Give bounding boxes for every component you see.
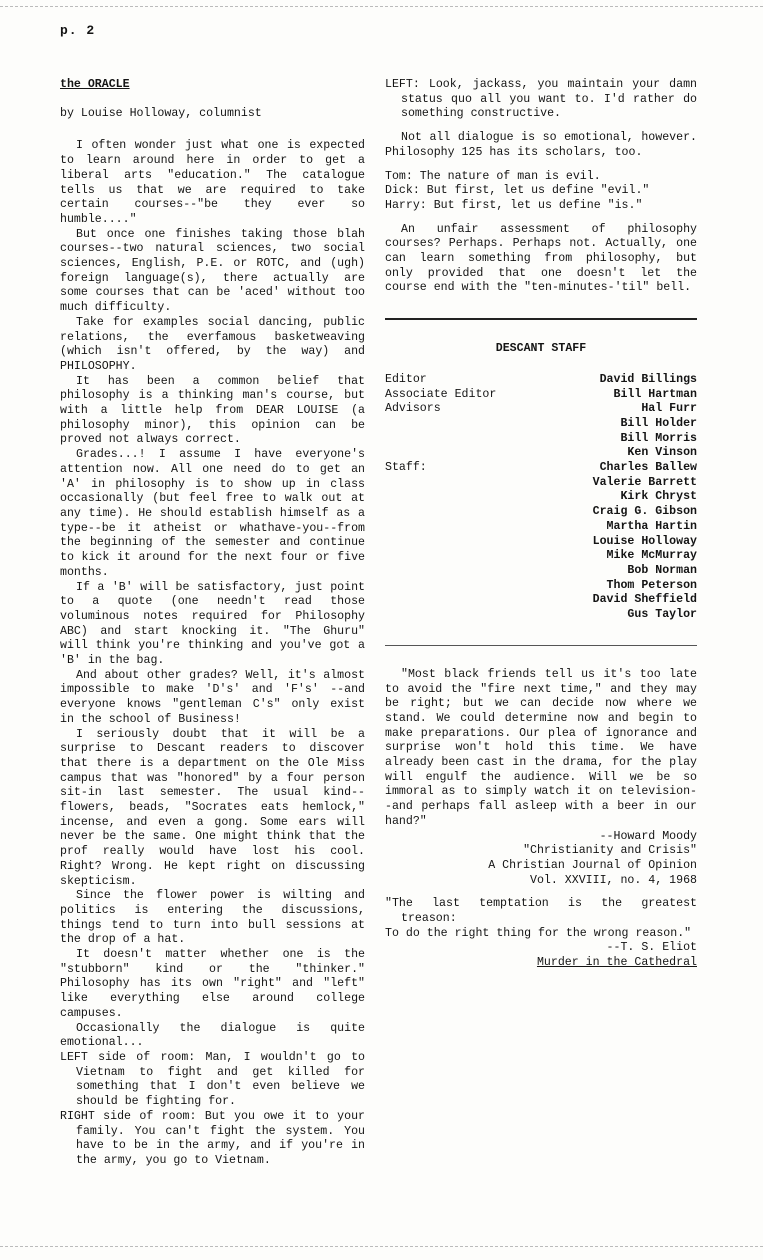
staff-role: Editor [385,372,427,386]
staff-row [385,476,697,491]
staff-row [385,593,697,608]
quote-author: --Howard Moody [599,829,697,843]
staff-name: Gus Taylor [627,608,697,622]
staff-name: Charles Ballew [599,461,697,475]
column-title: the ORACLE [60,78,130,91]
staff-row [385,490,697,505]
dialogue-left-reply: LEFT: Look, jackass, you maintain your damn status quo all you want to. I'd rather do something constructive. [385,78,697,121]
staff-name: Hal Furr [641,402,697,416]
divider [385,318,697,320]
staff-row [385,579,697,594]
quote-line: To do the right thing for the wrong reason." [385,926,692,940]
byline: by Louise Holloway, columnist [60,106,262,120]
moody-quote [385,668,697,889]
staff-name: Kirk Chryst [620,490,697,504]
eliot-quote [385,897,697,971]
quote-source: "Christianity and Crisis" [523,844,697,858]
divider [385,645,697,646]
quote-author: --T. S. Eliot [606,941,697,955]
staff-row [385,549,697,564]
quote-source: Vol. XXVIII, no. 4, 1968 [530,873,697,887]
oracle-column [60,78,365,1169]
staff-row [385,417,697,432]
quote-source: Murder in the Cathedral [536,956,697,970]
paragraph: It doesn't matter whether one is the "stubborn" kind or the "thinker." Philosophy has its own "right" and "left" like everything else around college campuses. [60,948,365,1020]
staff-row [385,373,697,388]
staff-row [385,564,697,579]
staff-name: Martha Hartin [606,519,697,533]
paragraph: I seriously doubt that it will be a surprise to Descant readers to discover that there is a department on the Ole Miss campus that was "honored" by a four person sit-in last semester. The usual kind--flowers, beads, "Socrates eats hemlock," incense, and even a gong. Some ears will never be the same. One might think that the prof really would have lost his cool. Right? Wrong. He kept right on discussing skepticism. [60,727,365,888]
staff-row [385,505,697,520]
right-column [385,78,697,971]
paragraph: Since the flower power is wilting and politics is entering the discussions, things tend to turn into bull sessions at the drop of a hat. [60,889,365,947]
paragraph: It has been a common belief that philosophy is a thinking man's course, but with a little help from DEAR LOUISE (a philosophy minor), this opinion can be proved not always correct. [60,374,365,447]
staff-name: Bill Hartman [613,387,697,401]
paragraph: Not all dialogue is so emotional, however. Philosophy 125 has its scholars, too. [385,131,697,159]
quote-source: A Christian Journal of Opinion [488,858,697,872]
quote-text: "Most black friends tell us it's too late to avoid the "fire next time," and they may be right; but we can decide now where we stand. We could determine now and begin to make preparations. Our plea of ignorance and surprise won't hold this time. We have already been cast in the drama, for the play will engulf the audience. Will we be so immoral as to simply watch it on television--and perhaps fall asleep with a beer in our hand?" [385,667,697,828]
paragraph: Occasionally the dialogue is quite emotional... [60,1021,365,1050]
staff-box [385,342,697,623]
paragraph: And about other grades? Well, it's almost impossible to make 'D's' and 'F's' --and everyone knows "gentleman C's" only exist in the school of Business! [60,668,365,726]
staff-row [385,402,697,417]
staff-row [385,432,697,447]
dialogue-dick: Dick: But first, let us define "evil." [385,184,650,198]
staff-title: DESCANT STAFF [495,342,587,356]
staff-row [385,446,697,461]
staff-name: Craig G. Gibson [592,505,697,519]
staff-name: David Sheffield [592,593,697,607]
staff-row [385,461,697,476]
paragraph: Take for examples social dancing, public relations, the everfamous basketweaving (which isn't offered, by the way) and PHILOSOPHY. [60,315,365,373]
staff-role: Advisors [385,402,441,416]
staff-row [385,520,697,535]
staff-name: Bill Morris [620,431,697,445]
staff-name: Bill Holder [620,416,697,430]
staff-name: Mike McMurray [606,549,697,563]
dialogue-tom: Tom: The nature of man is evil. [385,169,601,183]
staff-name: Thom Peterson [606,578,697,592]
staff-name: Valerie Barrett [592,475,697,489]
staff-name: Bob Norman [627,563,697,577]
page-number: p. 2 [60,23,96,38]
staff-row [385,535,697,550]
staff-row [385,388,697,403]
dialogue-right: RIGHT side of room: But you owe it to your family. You can't fight the system. You have to be in the army, and if you're in the army, you go to Vietnam. [60,1109,365,1167]
paragraph: If a 'B' will be satisfactory, just point to a quote (one needn't read those voluminous notes required for Philosophy ABC) and start knocking it. "The Ghuru" will think you're thinking and you've got a 'B' in the bag. [60,580,365,668]
staff-name: Louise Holloway [592,534,697,548]
closing-paragraph: An unfair assessment of philosophy courses? Perhaps. Perhaps not. Actually, one can learn something from philosophy, but only provided that one doesn't let the course end with the "ten-minutes-'til" bell. [385,222,697,295]
paragraph: But once one finishes taking those blah courses--two natural sciences, two social sciences, English, P.E. or ROTC, and (ugh) foreign language(s), there actually are some courses that can be 'aced' without too much difficulty. [60,227,365,315]
dialogue-harry: Harry: But first, let us define "is." [385,198,643,212]
bottom-edge-line [0,1246,763,1247]
staff-row [385,608,697,623]
quote-line: "The last temptation is the greatest treason: [385,897,697,926]
staff-name: David Billings [599,372,697,386]
staff-role: Staff: [385,461,427,475]
paragraph: Grades...! I assume I have everyone's attention now. All one need do to get an 'A' in philosophy is to show up in class occasionally (but feel free to walk out at any time). He should establish himself as a type--be it atheist or whathave-you--from the beginning of the semester and continue to kick it around for the next four or five months. [60,448,365,579]
staff-role: Associate Editor [385,387,497,401]
top-edge-line [0,6,763,7]
dialogue-left: LEFT side of room: Man, I wouldn't go to Vietnam to fight and get killed for something that I don't even believe we should be fighting for. [60,1051,365,1109]
staff-name: Ken Vinson [627,446,697,460]
paragraph: I often wonder just what one is expected to learn around here in order to get a liberal arts "education." The catalogue tells us that we are required to take certain courses--"be they ever so humble...." [60,139,365,226]
